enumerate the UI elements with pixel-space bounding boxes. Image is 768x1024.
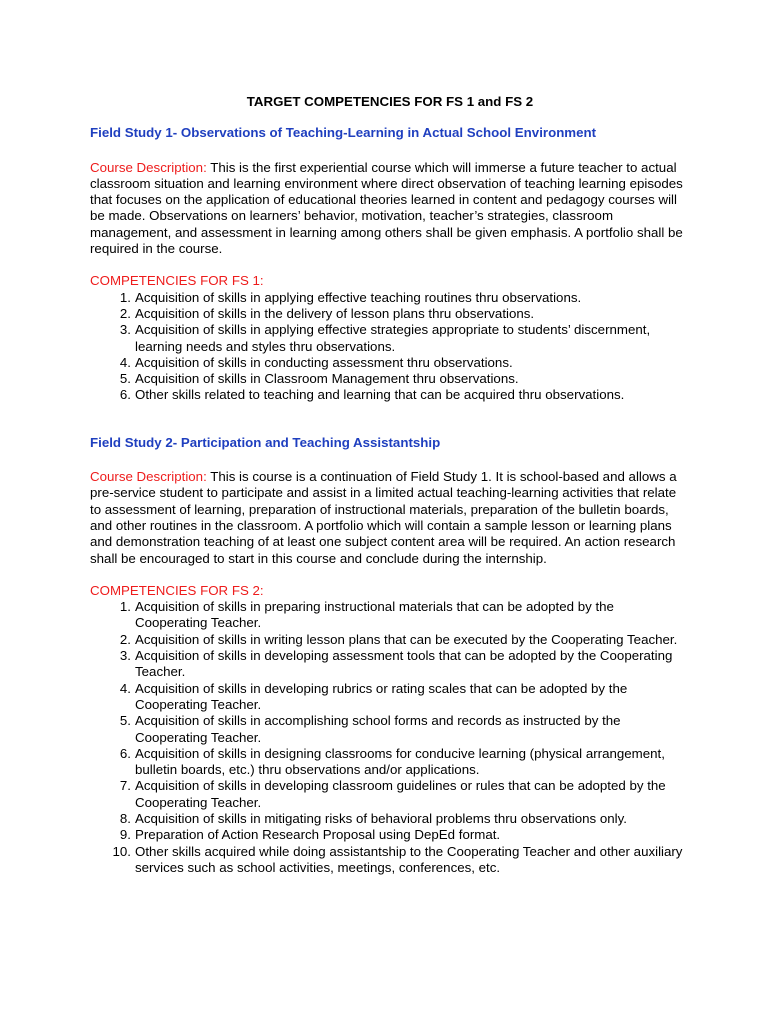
list-item-number: 5. (119, 371, 131, 387)
list-item (119, 305, 690, 322)
list-item (119, 778, 690, 811)
list-item-number: 2. (119, 631, 131, 647)
list-item (119, 827, 690, 843)
list-item-number: 2. (119, 305, 131, 321)
list-item-text: Other skills related to teaching and learning that can be acquired thru observations. (135, 387, 625, 403)
list-item-text: Acquisition of skills in developing classroom guidelines or rules that can be adopted by the Cooperating Teacher. (135, 778, 666, 810)
fs1-competencies-title: COMPETENCIES FOR FS 1: (90, 273, 264, 289)
list-item-number: 3. (119, 648, 131, 664)
list-item-number: 6. (119, 387, 131, 403)
list-item-text: Acquisition of skills in applying effective teaching routines thru observations. (135, 289, 582, 305)
fs2-heading: Field Study 2- Participation and Teaching Assistantship (90, 434, 441, 450)
list-item-number: 4. (119, 354, 131, 370)
list-item (119, 322, 690, 355)
fs1-course-description (90, 160, 690, 258)
list-item (119, 371, 690, 387)
document-title: TARGET COMPETENCIES FOR FS 1 and FS 2 (246, 94, 534, 109)
list-item (119, 631, 690, 648)
list-item-text: Acquisition of skills in writing lesson plans that can be executed by the Cooperating Teacher. (135, 631, 678, 647)
fs1-competencies-list (90, 290, 690, 404)
list-item (119, 599, 690, 632)
list-item-number: 4. (119, 680, 131, 696)
fs2-course-description (90, 469, 690, 567)
fs2-desc-label: Course Description: (90, 469, 207, 485)
fs2-competencies-title: COMPETENCIES FOR FS 2: (90, 582, 264, 598)
fs1-heading: Field Study 1- Observations of Teaching-Learning in Actual School Environment (90, 125, 597, 141)
list-item-number: 5. (119, 713, 131, 729)
list-item (119, 745, 690, 779)
list-item-text: Acquisition of skills in developing rubrics or rating scales that can be adopted by the Cooperating Teacher. (135, 680, 628, 712)
list-item-text: Acquisition of skills in conducting assessment thru observations. (135, 354, 513, 370)
list-item (119, 387, 690, 403)
list-item (119, 680, 690, 714)
list-item (119, 648, 690, 681)
list-item (112, 843, 690, 877)
list-item-text: Other skills acquired while doing assistantship to the Cooperating Teacher and other auxiliary services such as school activities, meetings, conferences, etc. (135, 843, 683, 875)
list-item (119, 810, 690, 827)
list-item-text: Acquisition of skills in designing classrooms for conducive learning (physical arrangement, bulletin boards, etc.) thru observations and/or applications. (135, 745, 665, 778)
list-item-number: 6. (119, 745, 131, 761)
list-item (119, 289, 690, 306)
list-item-text: Acquisition of skills in developing assessment tools that can be adopted by the Cooperating Teacher. (135, 648, 673, 680)
section-spacer (90, 404, 690, 435)
list-item-number: 10. (112, 843, 131, 859)
list-item-text: Acquisition of skills in applying effective strategies appropriate to students’ discernment, learning needs and styles thru observations. (135, 322, 651, 354)
fs1-desc-label: Course Description: (90, 159, 207, 175)
list-item-number: 1. (119, 289, 131, 305)
list-item-text: Acquisition of skills in Classroom Management thru observations. (135, 371, 519, 387)
list-item (119, 354, 690, 371)
fs2-desc-text: This is course is a continuation of Field Study 1. It is school-based and allows a pre-service student to participate and assist in a limited actual teaching-learning activities that relate to assessment of learning, preparation of instructional materials, preparation of the bulletin boards, and other routines in the classroom. A portfolio which will contain a sample lesson or learning plans and demonstration teaching of at least one subject content area will be required. An action research shall be encouraged to start in this course and conclude during the internship. (90, 469, 677, 566)
fs2-competencies-list (90, 599, 690, 876)
list-item-number: 3. (119, 322, 131, 338)
list-item-number: 9. (119, 827, 131, 843)
list-item-text: Acquisition of skills in the delivery of lesson plans thru observations. (135, 305, 535, 321)
list-item-number: 8. (119, 810, 131, 826)
list-item (119, 713, 690, 746)
fs1-desc-text: This is the first experiential course which will immerse a future teacher to actual classroom situation and learning environment where direct observation of teaching learning episodes that focuses on the application of educational theories learned in content and pedagogy courses will be made. Observations on learners’ behavior, motivation, teacher’s strategies, classroom management, and assessment in learning among others shall be given emphasis. A portfolio shall be required in the course. (90, 159, 683, 257)
list-item-text: Acquisition of skills in preparing instructional materials that can be adopted by the Cooperating Teacher. (135, 599, 614, 631)
list-item-number: 7. (119, 778, 131, 794)
list-item-text: Acquisition of skills in accomplishing school forms and records as instructed by the Cooperating Teacher. (135, 713, 621, 745)
list-item-text: Acquisition of skills in mitigating risks of behavioral problems thru observations only. (135, 810, 627, 826)
list-item-number: 1. (119, 599, 131, 615)
list-item-text: Preparation of Action Research Proposal using DepEd format. (135, 827, 501, 843)
document-page (90, 94, 690, 876)
